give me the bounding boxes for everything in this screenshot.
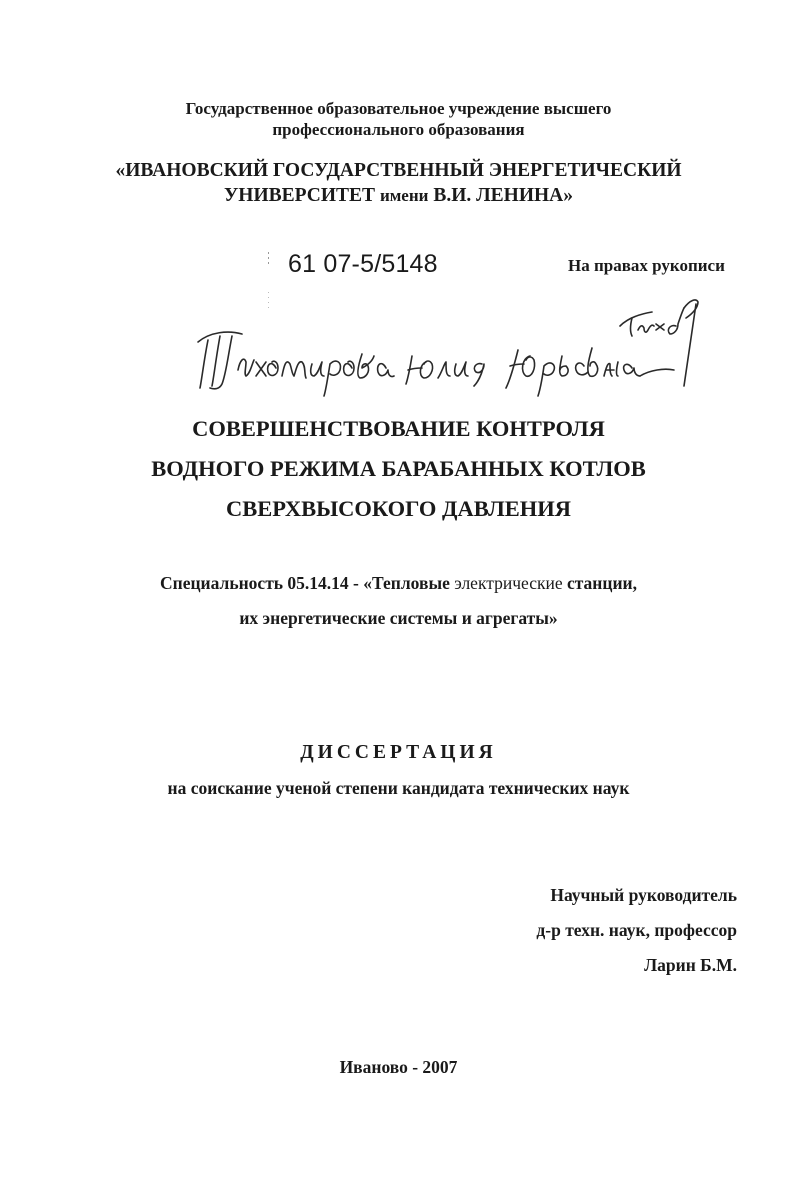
specialty-line-2: их энергетические системы и агрегаты» [239, 608, 558, 628]
university-lenin: В.И. ЛЕНИНА» [433, 185, 573, 206]
dissertation-subtitle: на соискание ученой степени кандидата технических наук [167, 778, 630, 798]
dissertation-title-line-1: СОВЕРШЕНСТВОВАНИЕ КОНТРОЛЯ [192, 416, 605, 441]
supervisor-role: Научный руководитель [550, 885, 737, 905]
university-imeni: имени [379, 186, 429, 205]
dissertation-title-line-3: СВЕРХВЫСОКОГО ДАВЛЕНИЯ [226, 496, 571, 521]
institution-line-1: Государственное образовательное учреждение высшего [185, 99, 612, 118]
manuscript-note: На правах рукописи [568, 256, 725, 275]
dissertation-title-line-2: ВОДНОГО РЕЖИМА БАРАБАННЫХ КОТЛОВ [151, 456, 646, 481]
specialty-code: Специальность 05.14.14 - «Тепловые [159, 573, 450, 593]
handwriting-icon [180, 290, 710, 400]
place-year: Иваново - 2007 [339, 1057, 458, 1077]
document-code: 61 07-5/5148 [288, 250, 438, 278]
dissertation-heading: ДИССЕРТАЦИЯ [300, 742, 497, 763]
specialty-stations: станции, [566, 573, 638, 593]
handwritten-author-name [180, 290, 710, 400]
supervisor-degree: д-р техн. наук, профессор [536, 920, 737, 940]
university-name-line-1: «ИВАНОВСКИЙ ГОСУДАРСТВЕННЫЙ ЭНЕРГЕТИЧЕСКИЙ [115, 160, 682, 181]
institution-line-2: профессионального образования [272, 120, 525, 139]
supervisor-name: Ларин Б.М. [644, 955, 737, 975]
specialty-line-1 [0, 573, 797, 594]
specialty-electric: электрические [454, 573, 563, 593]
university-name-line-2 [0, 185, 797, 207]
university-word: УНИВЕРСИТЕТ [223, 185, 376, 206]
